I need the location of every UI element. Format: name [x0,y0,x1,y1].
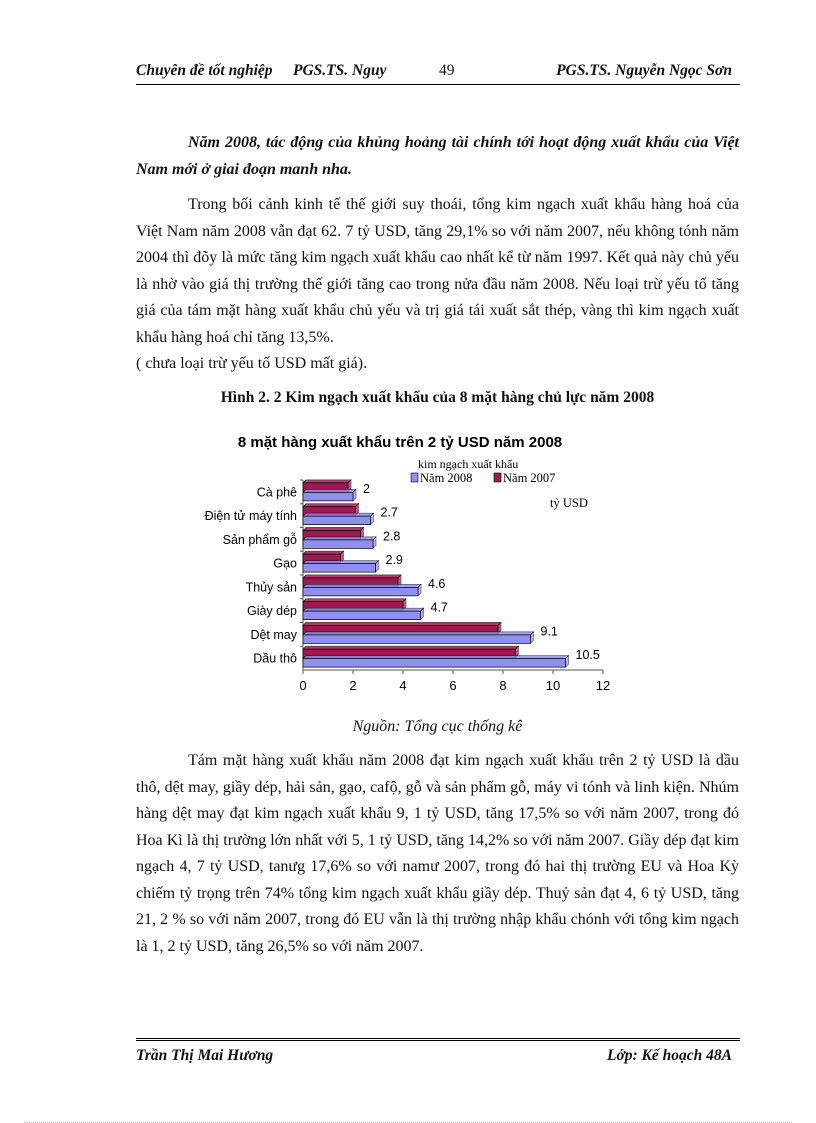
x-tick-label: 10 [545,678,561,693]
x-tick-label: 2 [349,678,357,693]
bar-2008-top [303,656,569,659]
bar-2008 [303,492,353,501]
legend-label-2008: Năm 2008 [420,471,473,485]
legend-title: kim ngạch xuất khẩu [418,457,519,471]
bar-2008-top [303,608,424,611]
page-footer [136,1038,740,1069]
legend-label-2007: Năm 2007 [503,471,556,485]
bar-2008-top [303,537,376,540]
x-tick-label: 8 [499,678,507,693]
bar-2008 [303,587,418,596]
header-title: Chuyên đề tốt nghiệp [136,62,273,79]
x-tick-label: 4 [399,678,407,693]
x-tick-label: 6 [449,678,457,693]
figure-source: Nguồn: Tổng cục thống kê [352,718,523,735]
header-supervisor-short: PGS.TS. Nguy [293,62,387,79]
paragraph-2: Tám mặt hàng xuất khẩu năm 2008 đạt kim ngạch xuất khẩu trên 2 tỷ USD là dầu thô, dệt may, giầy dép, hải sản, gạo, cafộ, gỗ và sản phẩm gỗ, máy vi tónh và linh kiện. Nhúm hàng dệt may đạt kim ngạch xuất khẩu 9, 1 tỷ USD, tăng 17,5% so với năm 2007, trong đó Hoa Kì là thị trường lớn nhất với 5, 1 tỷ USD, tăng 14,2% so với năm 2007. Giầy dép đạt kim ngạch 4, 7 tỷ USD, tanưg 17,6% so với namư 2007, trong đó hai thị trường EU và Hoa Kỳ chiếm tỷ trọng trên 74% tổng kim ngạch xuất khẩu giầy dép. Thuỷ sản đạt 4, 6 tỷ USD, tăng 21, 2 % so với năm 2007, trong đó EU vẫn là thị trường nhập khẩu chónh với tổng kim ngạch là 1, 2 tỷ USD, tăng 26,5% so với năm 2007. [136,752,739,955]
chart-title: 8 mặt hàng xuất khẩu trên 2 tỷ USD năm 2008 [237,434,563,451]
bar-2007-top [303,551,344,554]
category-label: Sản phẩm gỗ [222,532,297,547]
bar-2008-top [303,632,534,635]
bar-2008 [303,516,371,525]
header-supervisor: PGS.TS. Nguyễn Ngọc Sơn [556,62,732,79]
footer-author: Trần Thị Mai Hương [136,1047,274,1064]
bar-2008-top [303,584,421,587]
paragraph-1: Trong bối cảnh kinh tế thế giới suy thoái, tổng kim ngạch xuất khẩu hàng hoá của Việt Nam năm 2008 vẫn đạt 62. 7 tỷ USD, tăng 29,1% so với năm 2007, nếu không tónh năm 2004 thì đõy là mức tăng kim ngạch xuất khẩu cao nhất kể từ năm 1997. Kết quả này chủ yếu là nhờ vào giá thị trường thế giới tăng cao trong nửa đầu năm 2008. Nếu loại trừ yếu tố tăng giá của tám mặt hàng xuất khẩu chủ yếu và trị giá tái xuất sắt thép, vàng thì kim ngạch xuất khẩu hàng hoá chỉ tăng 13,5%. [136,196,739,346]
intro-heading: Năm 2008, tác động của khủng hoảng tài chính tới hoạt động xuất khẩu của Việt Nam mới ở giai đoạn manh nha. [136,134,739,178]
figure-caption: Hình 2. 2 Kim ngạch xuất khẩu của 8 mặt hàng chủ lực năm 2008 [220,389,655,406]
bar-2008 [303,564,376,573]
bar-2007-top [303,480,351,483]
data-label: 2.9 [385,553,403,568]
bar-2008 [303,540,373,549]
bar-2007-top [303,504,359,507]
data-label: 2 [363,481,370,496]
data-label: 10.5 [575,648,600,663]
export-chart [180,425,620,725]
bar-2008-top [303,561,379,564]
page-header [136,60,740,85]
legend-swatch-2007 [494,473,501,482]
category-label: Gạo [273,556,297,571]
data-label: 4.7 [430,600,448,615]
category-label: Dầu thô [253,651,297,666]
category-label: Điện tử máy tính [204,509,297,524]
data-label: 2.7 [380,505,398,520]
page-number: 49 [439,62,455,79]
bar-2007-top [303,646,519,649]
bar-2008-top [303,489,356,492]
bar-2008-top [303,513,374,516]
unit-label: tỷ USD [550,496,588,510]
bar-2008 [303,611,421,620]
data-label: 2.8 [383,529,401,544]
bar-2008 [303,635,531,644]
footer-class: Lớp: Kế hoạch 48A [607,1047,732,1064]
bar-2007-top [303,622,501,625]
bar-2007-top [303,527,364,530]
bar-2007-top [303,599,406,602]
category-label: Giày dép [246,604,297,619]
category-label: Dệt may [250,627,297,642]
x-tick-label: 12 [595,678,611,693]
category-label: Cà phê [256,485,297,500]
category-label: Thủy sản [245,580,297,595]
bar-2008 [303,659,566,668]
data-label: 4.6 [428,576,446,591]
legend-swatch-2008 [411,473,418,482]
data-label: 9.1 [540,624,558,639]
bar-2007-top [303,575,401,578]
paragraph-note: ( chưa loại trừ yếu tố USD mất giá). [136,355,368,372]
x-tick-label: 0 [299,678,307,693]
